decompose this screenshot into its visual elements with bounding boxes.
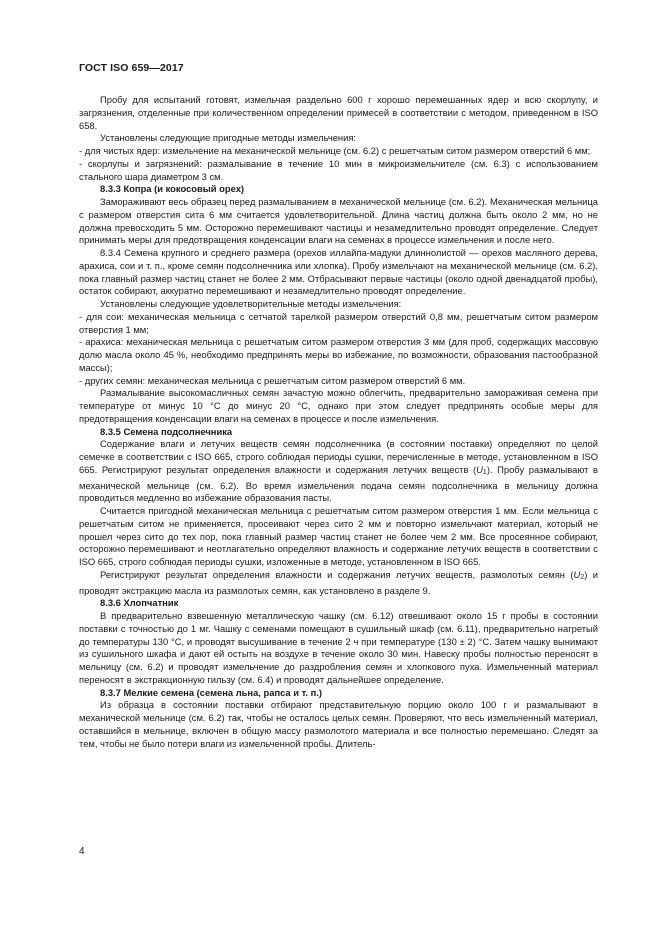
list-item: - арахиса: механическая мельница с решетчатым ситом размером отверстия 3 мм (для проб, содержащих массовую долю масла около 45 %, необходимо предпринять меры во избежание, по возможности, образования пастообразной массы); (79, 336, 598, 373)
section-heading-8-3-5: 8.3.5 Семена подсолнечника (100, 425, 233, 437)
section-heading-8-3-6: 8.3.6 Хлопчатник (100, 597, 179, 609)
text-run: ) и проводят экстракцию масла из размолотых семян, как установлено в разделе 9. (79, 568, 598, 596)
paragraph: В предварительно взвешенную металлическую чашку (см. 6.12) отвешивают около 15 г пробы в состоянии поставки с точностью до 1 мг. Чашку с семенами помещают в сушильный шкаф (см. 6.11), предварительно нагретый до температуры 130 °С, и проводят высушивание в течение 2 ч при температуре (130 ± 2) °С. Затем чашку вынимают из сушильного шкафа и дают ей остыть на воздухе в течение около 30 мин. Навеску пробы полностью переносят в мельницу (см. 6.2) и проводят измельчение до раздробления семян и хлопкового пуха. Измельченный материал переносят в экстракционную гильзу (см. 6.4) и проводят дальнейшее определение. (79, 610, 598, 685)
paragraph: Пробу для испытаний готовят, измельчая раздельно 600 г хорошо перемешанных ядер и всю скорлупу, и загрязнения, отделенные при количественном определении примесей в соответствии с методом, приведенном в ISO 658. (79, 94, 598, 131)
document-header: ГОСТ ISO 659—2017 (79, 62, 184, 74)
symbol-u: U (573, 568, 581, 580)
list-item: - для сои: механическая мельница с сетчатой тарелкой размером отверстий 0,8 мм, решетчатым ситом размером отверстия 1 мм; (79, 310, 598, 335)
paragraph: Замораживают весь образец перед размалыванием в механической мельнице (см. 6.2). Механическая мельница с размером отверстия сита 6 мм считается удовлетворительной. Длина частиц должна быть около 2 мм, но не должна превосходить 5 мм. Осторожно перемешивают частицы и незамедлительно проводят определение. Следует принимать меры для предотвращения конденсации влаги на семенах в процессе измельчения и после него. (79, 196, 598, 246)
list-item: - для чистых ядер: измельчение на механической мельнице (см. 6.2) с решетчатым ситом размером отверстий 6 мм; (79, 145, 591, 156)
paragraph: 8.3.4 Семена крупного и среднего размера (орехов иллайпа-мадуки длиннолистой — орехов масляного дерева, арахиса, сои и т. п., кроме семян подсолнечника или хлопка). Пробу измельчают на механической мельнице (см. 6.2), пока главный размер частиц станет не более 2 мм. Отбрасывают первые частицы (около одной двенадцатой пробы), остаток собирают, аккуратно перемешивают и незамедлительно проводят определение. (79, 247, 598, 297)
text-run: ). Пробу размалывают в механической мельнице (см. 6.2). Во время измельчения подача семян подсолнечника в мельницу должна проводиться медленно во избежание образования пасты. (79, 463, 598, 504)
paragraph: Из образца в состоянии поставки отбирают представительную порцию около 100 г и размалывают в механической мельнице (см. 6.2) так, чтобы не осталось целых семян. Проверяют, что весь измельченный материал, оставшийся в мельнице, включен в общую массу размолотого материала и все полностью перемешано. Следят за тем, чтобы не было потери влаги из измельченной пробы. Длитель- (79, 699, 598, 749)
text-run: Регистрируют результат определения влажности и содержания летучих веществ, размолотых семян ( (100, 568, 574, 580)
paragraph (79, 569, 598, 598)
page-number: 4 (79, 846, 85, 857)
text-run: Содержание влаги и летучих веществ семян подсолнечника (в состоянии поставки) определяют по целой семечке в соответствии с ISO 665, строго соблюдая периоды сушки, перечисленные в методе, установленном в ISO 665. Регистрируют результат определения влажности и содержания летучих веществ ( (79, 438, 598, 475)
list-item: - других семян: механическая мельница с решетчатым ситом размером отверстий 6 мм. (79, 374, 466, 386)
subscript: 1 (482, 468, 487, 476)
paragraph: Размалывание высокомасличных семян зачастую можно облегчить, предварительно замораживая семена при температуре от минус 10 °С до минус 20 °С, однако при этом следует предпринять особые меры для предотвращения конденсации влаги на семенах в процессе и после измельчения. (79, 387, 598, 424)
symbol-u: U (476, 463, 483, 475)
section-heading-8-3-7: 8.3.7 Мелкие семена (семена льна, рапса и т. п.) (100, 686, 322, 698)
list-item: - скорлупы и загрязнений: размалывание в течение 10 мин в микроизмельчителе (см. 6.3) с использованием стального шара диаметром 3 см. (79, 157, 598, 182)
subscript: 2 (580, 573, 585, 581)
paragraph: Установлены следующие пригодные методы измельчения: (100, 132, 357, 144)
paragraph (79, 438, 598, 505)
section-heading-8-3-3: 8.3.3 Копра (и кокосовый орех) (100, 183, 245, 195)
paragraph: Считается пригодной механическая мельница с решетчатым ситом размером отверстия 1 мм. Если мельница с решетчатым ситом не применяется, просеивают через сито 2 мм и повторно измельчают материал, который не прошел через сито до тех пор, пока главный размер частиц станет не более чем 2 мм. Все просеянное собирают, осторожно перемешивают и неотлагательно определяют влажность и содержание летучих веществ в соответствии с ISO 665, строго соблюдая периоды сушки, изложенные в методе, установленном в ISO 665. (79, 505, 598, 567)
paragraph: Установлены следующие удовлетворительные методы измельчения: (100, 298, 402, 309)
document-body (79, 94, 598, 750)
